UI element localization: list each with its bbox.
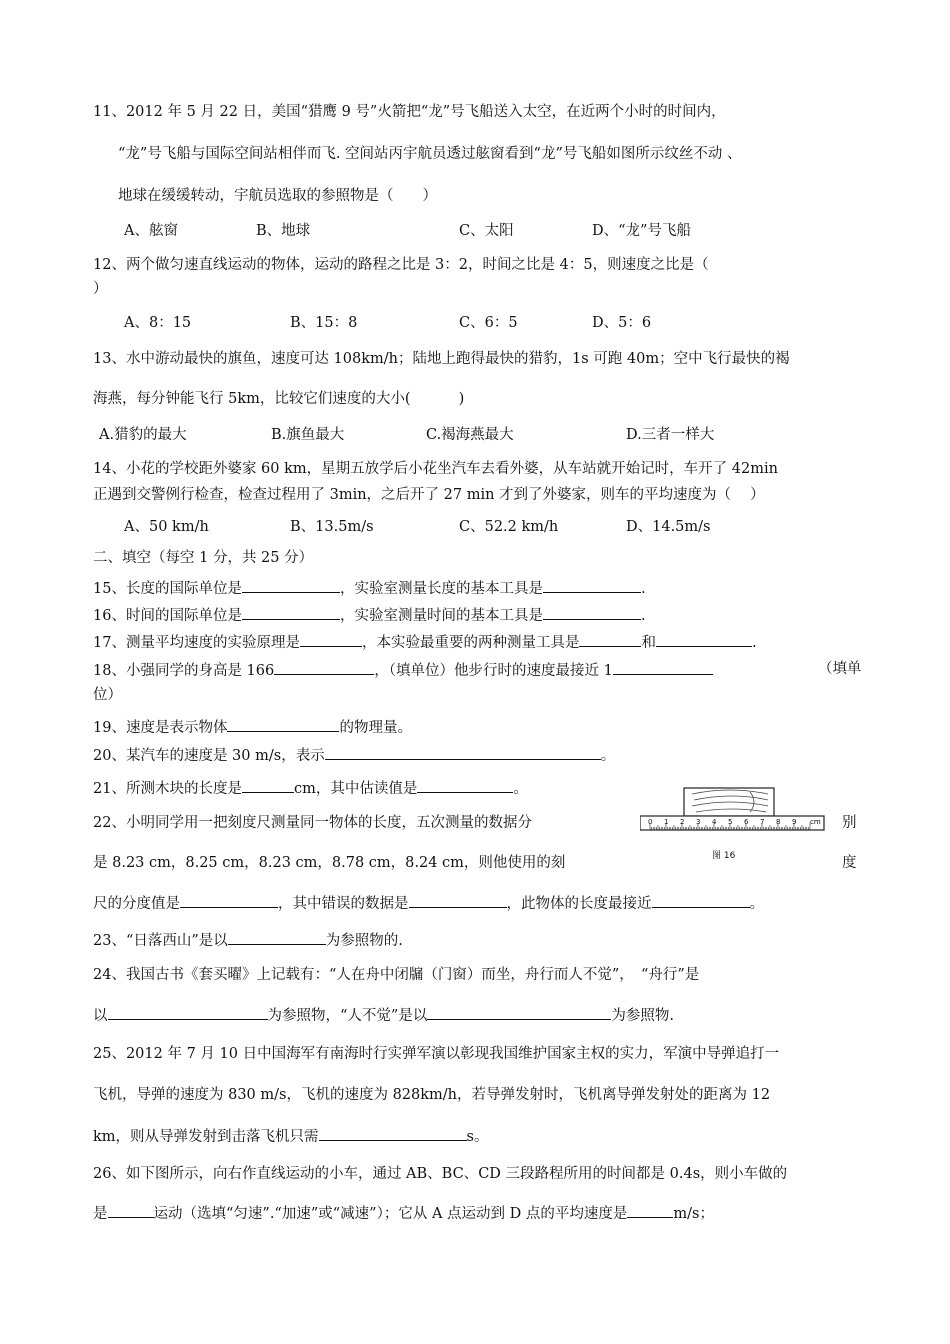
q16-text-a: 16、时间的国际单位是 [93, 608, 242, 624]
q24-line2 [93, 1005, 674, 1025]
q16-blank-1[interactable] [242, 605, 340, 620]
q18-text-b: ，（填单位）他步行时的速度最接近 1 [374, 663, 613, 679]
q18 [93, 660, 713, 680]
ruler-number: 6 [744, 818, 749, 826]
q11-line2: “龙”号飞船与国际空间站相伴而飞. 空间站丙宇航员透过舷窗看到“龙”号飞船如图所示纹丝不动 、 [118, 146, 742, 162]
figure-16-ruler [640, 784, 830, 864]
q21-text-a: 21、所测木块的长度是 [93, 781, 242, 797]
q16 [93, 605, 646, 625]
q23 [93, 930, 403, 950]
q17-blank-2[interactable] [579, 632, 641, 647]
q15-text-a: 15、长度的国际单位是 [93, 581, 242, 597]
q22-line1: 22、小明同学用一把刻度尺测量同一物体的长度，五次测量的数据分 [93, 815, 532, 831]
q13-option-c: C.褐海燕最大 [426, 427, 514, 443]
q22-text-e: ，此物体的长度最接近 [506, 896, 652, 912]
q17 [93, 632, 757, 652]
q12-line2: ） [93, 281, 108, 297]
q14-option-c: C、52.2 km/h [459, 519, 559, 535]
q16-blank-2[interactable] [543, 605, 641, 620]
q22-line2: 是 8.23 cm，8.25 cm，8.23 cm，8.78 cm，8.24 cm，则他使用的刻 [93, 855, 566, 871]
q15-text-c: . [640, 581, 646, 597]
q22-text-f: 。 [749, 896, 764, 912]
q21-blank-2[interactable] [417, 778, 513, 793]
q21-text-c: 。 [513, 781, 528, 797]
q26-blank-2[interactable] [627, 1203, 673, 1218]
q26-text-a: 是 [93, 1206, 108, 1222]
q22-line3 [93, 893, 764, 913]
q24-blank-1[interactable] [108, 1005, 268, 1020]
figure-caption: 图 16 [712, 851, 736, 861]
q26-text-b: 运动（选填“匀速”.“加速”或“减速”）；它从 A 点运动到 D 点的平均速度是 [153, 1206, 628, 1222]
q22-blank-1[interactable] [180, 893, 278, 908]
q22-text-d: ，其中错误的数据是 [278, 896, 409, 912]
q19-text-a: 19、速度是表示物体 [93, 720, 228, 736]
q17-text-a: 17、测量平均速度的实验原理是 [93, 635, 300, 651]
q13-option-b: B.旗鱼最大 [271, 427, 345, 443]
q25-text-a: km，则从导弹发射到击落飞机只需 [93, 1129, 319, 1145]
q11-option-b: B、地球 [256, 223, 311, 239]
q18-text-d: 位） [93, 687, 122, 703]
q25-text-b: s。 [466, 1129, 489, 1145]
q24-text-c: 为参照物，“人不觉”是以 [267, 1008, 428, 1024]
q14-line2: 正遇到交警例行检查，检查过程用了 3min，之后开了 27 min 才到了外婆家，则车的平均速度为（ ） [93, 487, 765, 503]
ruler-number: 7 [760, 818, 765, 826]
q20-text-a: 20、某汽车的速度是 30 m/s，表示 [93, 748, 325, 764]
q13-option-a: A.猎豹的最大 [99, 427, 187, 443]
q14-line1: 14、小花的学校距外婆家 60 km，星期五放学后小花坐汽车去看外婆，从车站就开始记时，车开了 42min [93, 461, 778, 477]
q20 [93, 745, 615, 765]
q11-option-c: C、太阳 [459, 223, 514, 239]
q25-line1: 25、2012 年 7 月 10 日中国海军有南海时行实弹军演以彰现我国维护国家主权的实力，军演中导弹追打一 [93, 1046, 780, 1062]
q15-blank-1[interactable] [242, 578, 340, 593]
q19 [93, 717, 412, 737]
q12-line1: 12、两个做匀速直线运动的物体，运动的路程之比是 3：2，时间之比是 4：5，则速度之比是（ [93, 257, 709, 273]
q14-option-b: B、13.5m/s [290, 519, 374, 535]
q24-line1: 24、我国古书《套买曜》上记载有：“人在舟中闭牖（门窗）而坐，舟行而人不觉”， “舟行”是 [93, 967, 700, 983]
q23-text-a: 23、“日落西山”是以 [93, 933, 228, 949]
q26-text-c: m/s； [673, 1206, 714, 1222]
q26-line1: 26、如下图所示，向右作直线运动的小车，通过 AB、BC、CD 三段路程所用的时间都是 0.4s，则小车做的 [93, 1166, 788, 1182]
q17-text-d: . [751, 635, 757, 651]
q11-line1: 11、2012 年 5 月 22 日，美国“猎鹰 9 号”火箭把“龙”号飞船送入太空，在近两个小时的时间内， [93, 104, 726, 120]
q26-line2 [93, 1203, 714, 1223]
q15-blank-2[interactable] [543, 578, 641, 593]
ruler-number: 9 [792, 818, 797, 826]
q22-line1-end: 别 [842, 815, 857, 831]
q22-blank-2[interactable] [409, 893, 507, 908]
q21 [93, 778, 528, 798]
section-heading: 二、填空（每空 1 分，共 25 分） [93, 550, 314, 566]
q13-option-d: D.三者一样大 [626, 427, 715, 443]
q13-line1: 13、水中游动最快的旗鱼，速度可达 108km/h；陆地上跑得最快的猎豹，1s 可跑 40m；空中飞行最快的褐 [93, 351, 790, 367]
q11-option-d: D、“龙”号飞船 [592, 223, 691, 239]
q11-line3: 地球在缓缓转动，宇航员选取的参照物是（ ） [118, 188, 437, 204]
q22-text-c: 尺的分度值是 [93, 896, 180, 912]
q12-option-a: A、8：15 [124, 315, 192, 331]
q23-text-b: 为参照物的. [325, 933, 403, 949]
q12-option-c: C、6：5 [459, 315, 518, 331]
q13-line2: 海燕，每分钟能飞行 5km，比较它们速度的大小( ) [93, 391, 465, 407]
ruler-numbers [650, 818, 810, 828]
q14-option-d: D、14.5m/s [626, 519, 711, 535]
q26-blank-1[interactable] [108, 1203, 154, 1218]
q19-blank-1[interactable] [227, 717, 339, 732]
ruler-number: 0 [648, 818, 653, 826]
q18-text-a: 18、小强同学的身高是 166 [93, 663, 275, 679]
q15 [93, 578, 646, 598]
ruler-number: 1 [664, 818, 669, 826]
q24-text-d: 为参照物. [611, 1008, 674, 1024]
q21-text-b: cm，其中估读值是 [293, 781, 418, 797]
q24-blank-2[interactable] [427, 1005, 611, 1020]
q22-blank-3[interactable] [652, 893, 750, 908]
q17-text-c: 和 [641, 635, 656, 651]
q17-text-b: ，本实验最重要的两种测量工具是 [361, 635, 580, 651]
ruler-unit: cm [810, 818, 821, 826]
q23-blank-1[interactable] [228, 930, 326, 945]
ruler-number: 5 [728, 818, 733, 826]
q25-blank-1[interactable] [319, 1126, 467, 1141]
q20-blank-1[interactable] [325, 745, 601, 760]
ruler-number: 4 [712, 818, 717, 826]
q25-line2: 飞机，导弹的速度为 830 m/s，飞机的速度为 828km/h，若导弹发射时，飞机离导弹发射处的距离为 12 [93, 1087, 771, 1103]
q17-blank-3[interactable] [656, 632, 752, 647]
q16-text-c: . [640, 608, 646, 624]
q14-option-a: A、50 km/h [124, 519, 209, 535]
q24-text-b: 以 [93, 1008, 108, 1024]
q18-blank-1[interactable] [274, 660, 374, 675]
q18-text-c: （填单 [818, 661, 862, 677]
q18-blank-2[interactable] [613, 660, 713, 675]
q20-text-b: 。 [600, 748, 616, 764]
ruler-number: 3 [696, 818, 701, 826]
q21-blank-1[interactable] [242, 778, 294, 793]
q12-option-b: B、15：8 [290, 315, 358, 331]
ruler-number: 2 [680, 818, 685, 826]
ruler-number: 8 [776, 818, 781, 826]
q16-text-b: ，实验室测量时间的基本工具是 [339, 608, 543, 624]
q11-option-a: A、舷窗 [124, 223, 178, 239]
q22-line2-end: 度 [842, 855, 857, 871]
q17-blank-1[interactable] [300, 632, 362, 647]
q25-line3 [93, 1126, 489, 1146]
q12-option-d: D、5：6 [592, 315, 652, 331]
q19-text-b: 的物理量。 [339, 720, 412, 736]
q15-text-b: ，实验室测量长度的基本工具是 [339, 581, 543, 597]
